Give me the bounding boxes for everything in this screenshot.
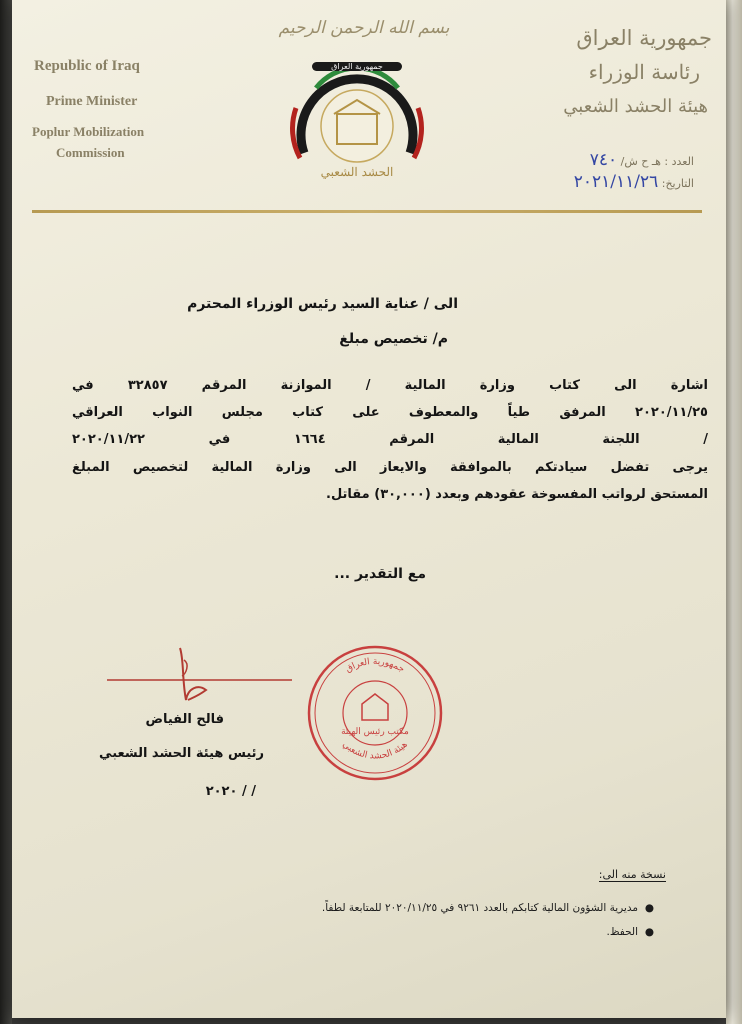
signer-title: رئيس هيئة الحشد الشعبي xyxy=(99,746,264,761)
basmala: بسم الله الرحمن الرحيم xyxy=(278,18,450,38)
header-en-commission-line2: Commission xyxy=(56,145,125,160)
letter-body xyxy=(72,378,708,518)
letter-body-line: ٢٠٢٠/١١/٢٥ المرفق طياً والمعطوف على كتاب مجلس النواب العراقي xyxy=(72,405,708,420)
header-ar-commission: هيئة الحشد الشعبي xyxy=(563,96,708,117)
stamp-bottom-text: هيئة الحشد الشعبي xyxy=(340,739,410,762)
header-en-country: Republic of Iraq xyxy=(34,58,140,74)
letter-recipient: الى / عناية السيد رئيس الوزراء المحترم xyxy=(187,296,458,312)
letter-number xyxy=(590,150,694,170)
handwritten-signature xyxy=(102,640,302,710)
letter-body-line: اشارة الى كتاب وزارة المالية / الموازنة المرقم ٣٢٨٥٧ في xyxy=(72,378,708,393)
copies-bullet-icon: ● xyxy=(644,926,654,938)
header-ar-office: رئاسة الوزراء xyxy=(588,60,700,84)
header-ar-block xyxy=(512,26,712,136)
copies-bullet-icon: ● xyxy=(644,902,654,914)
copies-item xyxy=(78,926,654,950)
official-stamp xyxy=(304,642,446,784)
copies-heading: نسخة منه الى: xyxy=(598,868,666,881)
letter-body-line: يرجى تفضل سيادتكم بالموافقة والايعاز الى وزارة المالية لتخصيص المبلغ xyxy=(72,460,708,475)
stamp-center-text: مكتب رئيس الهيئة xyxy=(341,727,409,737)
letter-number-label: العدد : هـ ح ش/ xyxy=(620,155,694,168)
logo-inner-text: الحشد الشعبي xyxy=(320,165,394,179)
header-ar-country: جمهورية العراق xyxy=(576,26,712,50)
svg-text:جمهورية العراق xyxy=(344,657,406,675)
copies-item-text: الحفظ. xyxy=(606,926,638,938)
copies-list xyxy=(78,902,654,950)
letter-page xyxy=(12,0,726,1018)
letter-number-value: ٧٤٠ xyxy=(589,150,618,170)
letter-subject: م/ تخصيص مبلغ xyxy=(339,331,448,347)
letter-date-value: ٢٠٢١/١١/٢٦ xyxy=(573,172,659,192)
signer-name: فالح الفياض xyxy=(145,712,224,727)
background-right-edge xyxy=(726,0,742,1024)
stamp-ring-text: جمهورية العراق xyxy=(343,656,407,675)
signature-date: / / ٢٠٢٠ xyxy=(205,784,256,799)
background-left-edge xyxy=(0,0,12,1024)
svg-text:هيئة الحشد الشعبي xyxy=(340,740,410,762)
header-en-commission-line1: Poplur Mobilization xyxy=(32,124,145,139)
letter-body-line: المستحق لرواتب المفسوخة عقودهم وبعدد (٣٠,٠٠٠) مقاتل. xyxy=(326,487,708,502)
header-en-office: Prime Minister xyxy=(46,94,138,109)
logo-arc-text: جمهورية العراق xyxy=(312,62,402,71)
letter-date-label: التاريخ: xyxy=(661,177,694,190)
letter-body-line: / اللجنة المالية المرقم ١٦٦٤ في ٢٠٢٠/١١/٢٢ xyxy=(72,432,708,447)
header-gold-rule xyxy=(32,210,702,213)
copies-item-text: مديرية الشؤون المالية كتابكم بالعدد ٩٢٦١ في ٢٠٢٠/١١/٢٥ للمتابعة لطفاً. xyxy=(321,902,638,914)
letter-closing: مع التقدير ... xyxy=(334,566,426,582)
copies-item xyxy=(78,902,654,926)
letter-date xyxy=(574,172,694,192)
